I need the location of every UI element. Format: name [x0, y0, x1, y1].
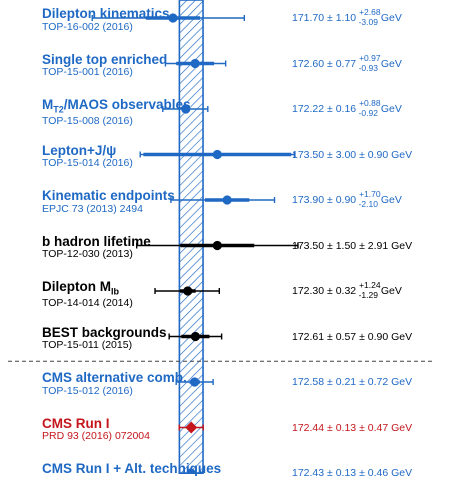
- entry-name: Lepton+J/ψ: [42, 142, 117, 158]
- entry-value-0: [292, 7, 402, 27]
- entry-reference: EPJC 73 (2013) 2494: [42, 202, 143, 215]
- data-point-7: [169, 332, 221, 341]
- entry-label-10: [42, 462, 221, 476]
- entry-reference: TOP-15-001 (2016): [42, 66, 133, 78]
- point-marker: [183, 286, 192, 295]
- entry-value-9: 172.44 ± 0.13 ± 0.47 GeV: [292, 421, 413, 434]
- entry-label-2: [42, 98, 191, 126]
- entry-value-7: 172.61 ± 0.57 ± 0.90 GeV: [292, 330, 413, 343]
- entry-value-1: [292, 52, 402, 73]
- point-marker: [168, 13, 177, 22]
- entry-label-6: [42, 280, 133, 308]
- entry-name: CMS alternative comb.: [42, 370, 187, 385]
- value-syst-down: -2.10: [358, 199, 378, 209]
- entry-name: Dilepton $M_{lb}$: [42, 279, 119, 297]
- data-point-5: [137, 241, 298, 250]
- value-unit: GeV: [377, 103, 402, 115]
- value-syst-down: -1.29: [358, 290, 378, 300]
- entry-value-2: [292, 98, 402, 118]
- value-syst-down: -0.92: [358, 108, 378, 118]
- value-unit: GeV: [377, 285, 402, 297]
- entry-label-7: [42, 326, 167, 351]
- entry-label-9: [42, 417, 150, 442]
- value-syst-up: +1.24: [359, 280, 381, 290]
- entry-label-5: [42, 235, 151, 260]
- entry-label-0: [42, 7, 170, 32]
- point-marker: [213, 150, 222, 159]
- entry-name: BEST backgrounds: [42, 324, 167, 340]
- entry-reference: TOP-16-002 (2016): [42, 20, 133, 33]
- point-marker: [191, 59, 200, 68]
- entry-name: Kinematic endpoints: [42, 188, 175, 203]
- value-central: 172.30 ± 0.32: [292, 285, 360, 297]
- value-central: 173.90 ± 0.90: [292, 194, 360, 206]
- entry-name: $M_{T2}$/MAOS observables: [42, 97, 191, 115]
- entry-reference: TOP-14-014 (2014): [42, 296, 133, 309]
- data-point-6: [155, 286, 219, 295]
- entry-name: b hadron lifetime: [42, 233, 151, 249]
- entry-reference: TOP-15-008 (2016): [42, 114, 133, 127]
- entry-reference: TOP-15-014 (2016): [42, 157, 133, 169]
- entry-name: Dilepton kinematics: [42, 6, 170, 21]
- value-syst-down: -0.93: [358, 62, 378, 73]
- entry-name: CMS Run I + Alt. techniques: [42, 461, 222, 476]
- entry-label-3: [42, 144, 133, 169]
- data-point-1: [165, 59, 225, 68]
- value-syst-up: +0.97: [359, 52, 381, 63]
- entry-reference: TOP-15-012 (2016): [42, 384, 133, 397]
- value-syst-up: +0.88: [359, 98, 381, 108]
- entry-reference: TOP-12-030 (2013): [42, 248, 133, 260]
- value-central: 172.60 ± 0.77: [292, 57, 360, 70]
- entry-value-3: 173.50 ± 3.00 ± 0.90 GeV: [292, 148, 413, 161]
- entry-label-8: [42, 371, 187, 396]
- value-syst-up: +1.70: [359, 189, 381, 199]
- entry-value-6: [292, 280, 402, 300]
- data-point-3: [140, 150, 294, 159]
- entry-name: Single top enriched: [42, 51, 168, 67]
- value-syst-up: +2.68: [359, 7, 381, 17]
- entry-value-10: 172.43 ± 0.13 ± 0.46 GeV: [292, 467, 413, 479]
- point-marker: [191, 332, 200, 341]
- entry-reference: TOP-15-011 (2015): [42, 339, 133, 351]
- value-central: 172.22 ± 0.16: [292, 103, 360, 115]
- value-unit: GeV: [377, 194, 402, 206]
- entry-value-8: 172.58 ± 0.21 ± 0.72 GeV: [292, 376, 413, 388]
- point-marker: [190, 377, 199, 386]
- entry-value-5: 173.50 ± 1.50 ± 2.91 GeV: [292, 239, 413, 252]
- value-unit: GeV: [377, 12, 402, 24]
- point-marker: [213, 241, 222, 250]
- entry-label-1: [42, 53, 167, 78]
- value-syst-down: -3.09: [358, 17, 378, 27]
- value-central: 171.70 ± 1.10: [292, 12, 360, 24]
- point-marker: [223, 195, 232, 204]
- entry-value-4: [292, 189, 402, 209]
- value-unit: GeV: [377, 57, 402, 70]
- combination-band: [179, 0, 203, 474]
- entry-name: CMS Run I: [42, 415, 110, 431]
- entry-label-4: [42, 189, 175, 214]
- entry-reference: PRD 93 (2016) 072004: [42, 430, 150, 442]
